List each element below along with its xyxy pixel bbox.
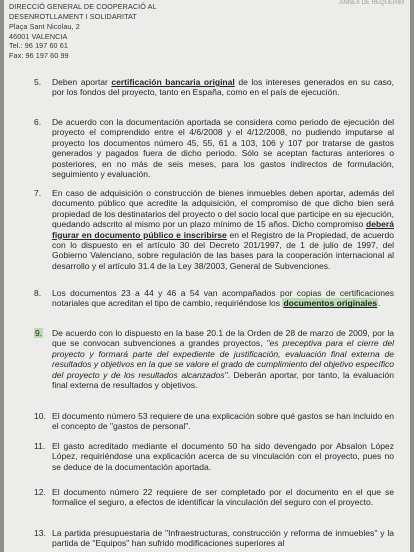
letterhead bbox=[9, 2, 157, 61]
text-run: Deben aportar bbox=[52, 77, 112, 87]
letterhead-city: 46001 VALENCIA bbox=[9, 31, 68, 41]
corner-handwriting: ANNEX DE REQUERIM bbox=[339, 0, 404, 6]
text-run: de los intereses generados en su caso, por los fondos del proyecto, tanto en España, como en el país de ejecución. bbox=[52, 77, 395, 98]
text-run: en el Registro de la Propiedad, de acuerdo con lo dispuesto en el artículo 30 del Decreto 201/1997, de 1 de julio de 1997, del Gobierno Valenciano, sobre regulación de las bases para la cooperación internacional al desarrollo y el artículo 31.4 de la Ley 38/2003, General de Subvenciones. bbox=[52, 229, 394, 271]
item-number: 11. bbox=[34, 441, 46, 451]
item-text bbox=[52, 328, 394, 390]
list-item bbox=[36, 441, 394, 472]
item-text: El documento número 22 requiere de ser completado por el documento en el que se formalice el seguro, a efectos de identificar la vinculación del seguro con el proyecto. bbox=[52, 487, 394, 508]
letterhead-tel: Tel.: 96 197 60 61 bbox=[9, 41, 68, 51]
quoted-text: "es preceptiva para el cierre del proyecto y formará parte del expediente de justificación, evaluación final externa de resultados y objetivos en la que se valore el grado de cumplimiento del objetivo específico del proyecto y de los resultados alcanzados" bbox=[52, 338, 394, 380]
item-text: El gasto acreditado mediante el documento 50 ha sido devengado por Absalon López López, requiriéndose una explicación acerca de su vinculación con el proyecto, pues no se deduce de la documentación aportada. bbox=[52, 441, 394, 472]
letterhead-fax: Fax: 96 197 60 99 bbox=[9, 50, 69, 60]
list-item bbox=[36, 188, 394, 271]
emphasis-text: certificación bancaria original bbox=[111, 77, 235, 87]
list-item bbox=[36, 411, 394, 432]
text-run: Los documentos 23 a 44 y 46 a 54 van acompañados por copias de certificaciones notariales que acreditan el tipo de cambio, requiriéndose los bbox=[52, 288, 394, 309]
item-text bbox=[52, 77, 394, 98]
list-item bbox=[36, 528, 394, 549]
highlighted-text: documentos originales bbox=[283, 298, 377, 309]
text-run: . bbox=[378, 298, 381, 309]
item-number: 12. bbox=[34, 487, 46, 497]
item-number: 7. bbox=[34, 188, 42, 198]
list-item bbox=[36, 487, 394, 508]
text-run: De acuerdo con lo dispuesto en la base 20.1 de la Orden de 28 de marzo de 2009, por la que se convocan subvenciones a grandes proyectos, bbox=[52, 328, 394, 349]
item-text: La partida presupuestaria de "Infraestructuras, construcción y reforma de inmuebles" y la partida de "Equipos" han sufrido modificaciones superiores al bbox=[52, 528, 394, 549]
item-number: 6. bbox=[34, 117, 42, 127]
letterhead-line1: DIRECCIÓ GENERAL DE COOPERACIÓ AL bbox=[9, 2, 157, 11]
list-item bbox=[36, 328, 394, 390]
item-number: 9. bbox=[35, 328, 43, 338]
letterhead-line2: DESENROTLLAMENT I SOLIDARITAT bbox=[9, 11, 137, 21]
emphasis-text: deberá figurar en documento público e inscribirse bbox=[52, 219, 394, 240]
list-item bbox=[36, 288, 394, 309]
text-run: En caso de adquisición o construcción de bienes inmuebles deben aportar, además del documento público que acredite la adquisición, el compromiso de que dicho bien será propiedad de los destinatarios del proyecto o del socio local que participe en su ejecución, quedando adscrito al mismo por un plazo mínimo de 15 años. Dicho compromiso bbox=[52, 188, 394, 230]
item-text: De acuerdo con la documentación aportada se considera como periodo de ejecución del proyecto el comprendido entre el 4/6/2008 y el 4/12/2008, no pudiendo imputarse al proyecto los documentos número 45, 55, 61 a 103, 106 y 107 por tratarse de gastos generados y pagados fuera de dicho periodo. Sólo se aceptan facturas anteriores o posteriores, en no más de seis meses, para los gastos indirectos de formulación, seguimiento y evaluación. bbox=[52, 117, 394, 180]
item-number: 8. bbox=[34, 288, 42, 298]
item-number: 5. bbox=[34, 77, 42, 87]
list-item bbox=[36, 117, 394, 179]
item-text: El documento número 53 requiere de una explicación sobre qué gastos se han incluido en el concepto de "gastos de personal". bbox=[52, 411, 394, 432]
item-text bbox=[52, 188, 394, 271]
item-text bbox=[52, 288, 394, 309]
document-page bbox=[4, 0, 410, 552]
item-number: 10. bbox=[34, 411, 46, 421]
text-run: . Deberán aportar, por tanto, la evaluación final externa de resultados y objetivos. bbox=[52, 369, 394, 391]
list-item bbox=[36, 77, 394, 98]
letterhead-address: Plaça Sant Nicolau, 2 bbox=[9, 22, 80, 32]
item-number: 13. bbox=[34, 528, 46, 538]
